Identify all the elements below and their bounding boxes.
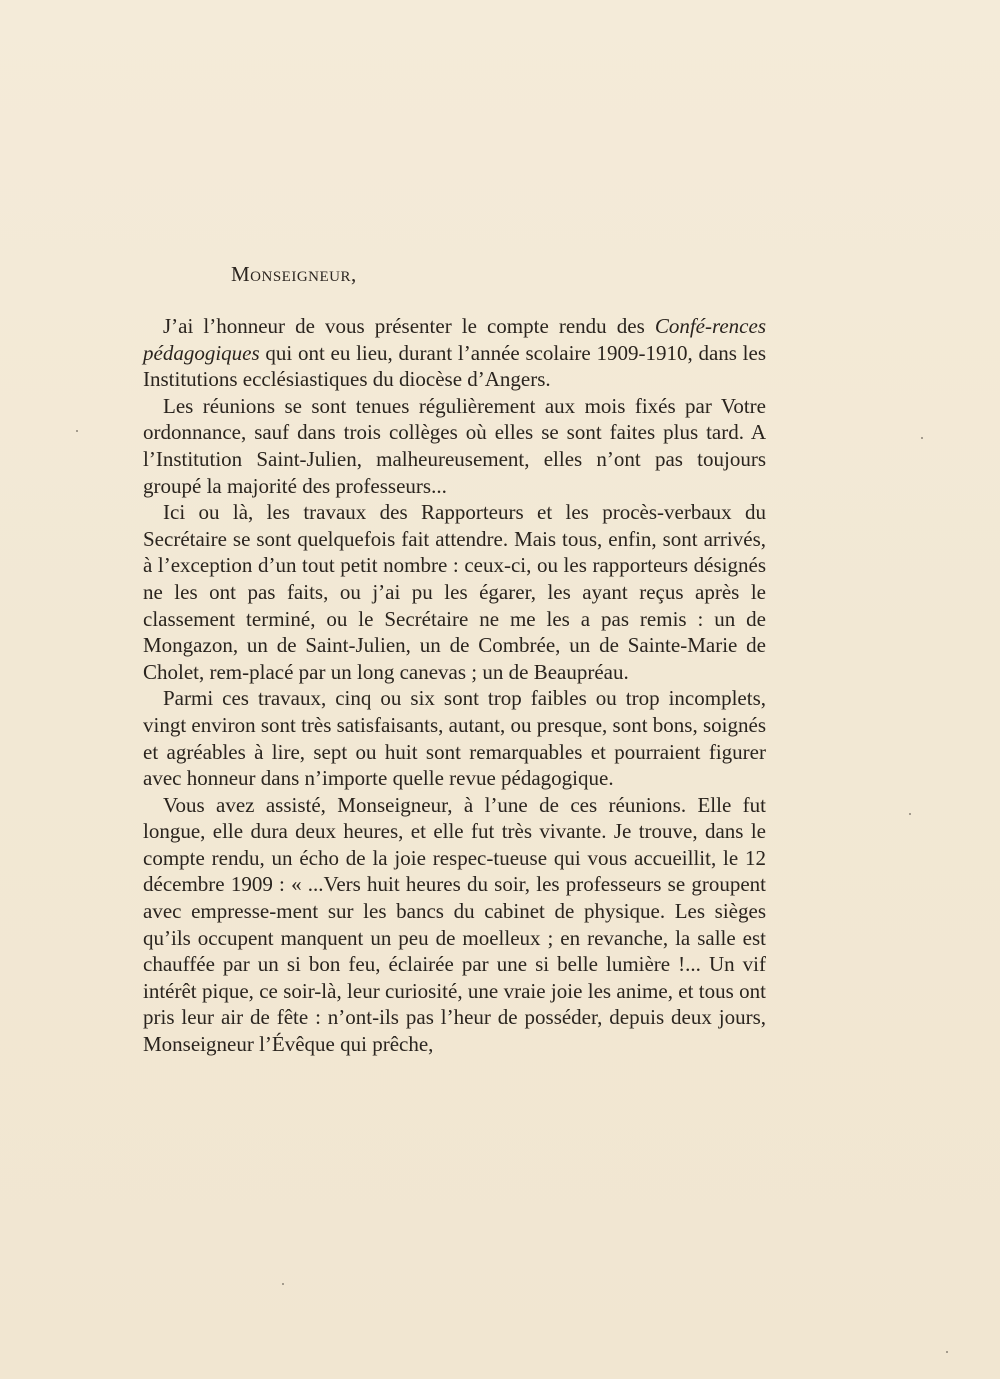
paragraph-2: Les réunions se sont tenues régulièrement aux mois fixés par Votre ordonnance, sauf dans trois collèges où elles se sont faites plus tard. A l’Institution Saint-Julien, malheureusement, elles n’ont pas toujours groupé la majorité des professeurs...: [143, 393, 766, 498]
letter-body: [143, 313, 766, 1058]
paragraph-1-before: J’ai l’honneur de vous présenter le compte rendu des: [163, 314, 655, 338]
paragraph-4: Parmi ces travaux, cinq ou six sont trop faibles ou trop incomplets, vingt environ sont très satisfaisants, autant, ou presque, sont bons, soignés et agréables à lire, sept ou huit sont remarquables et pourraient figurer avec honneur dans n’importe quelle revue pédagogique.: [143, 686, 766, 791]
salutation: Monseigneur,: [231, 262, 357, 286]
paragraph-5: Vous avez assisté, Monseigneur, à l’une de ces réunions. Elle fut longue, elle dura deux heures, et elle fut très vivante. Je trouve, dans le compte rendu, un écho de la joie respec-tueuse qui vous accueillit, le 12 décembre 1909 : « ...Vers huit heures du soir, les professeurs se groupent avec empresse-ment sur les bancs du cabinet de physique. Les sièges qu’ils occupent manquent un peu de moelleux ; en revanche, la salle est chauffée par un si bon feu, éclairée par une si belle lumière !... Un vif intérêt pique, ce soir-là, leur curiosité, une vraie joie les anime, et tous ont pris leur air de fête : n’ont-ils pas l’heur de posséder, depuis deux jours, Monseigneur l’Évêque qui prêche,: [143, 792, 766, 1057]
paragraph-3: Ici ou là, les travaux des Rapporteurs et les procès-verbaux du Secrétaire se sont quelquefois fait attendre. Mais tous, enfin, sont arrivés, à l’exception d’un tout petit nombre : ceux-ci, ou les rapporteurs désignés ne les ont pas faits, ou j’ai pu les égarer, les ayant reçus après le classement terminé, ou le Secrétaire ne me les a pas remis : un de Mongazon, un de Saint-Julien, un de Combrée, un de Sainte-Marie de Cholet, rem-placé par un long canevas ; un de Beaupréau.: [143, 500, 766, 684]
paragraph-1: [143, 313, 766, 393]
paragraph-1-after: qui ont eu lieu, durant l’année scolaire 1909-1910, dans les Institutions ecclésiastiques du diocèse d’Angers.: [143, 340, 766, 392]
paragraph-1-italic: Confé-rences pédagogiques: [143, 314, 766, 365]
